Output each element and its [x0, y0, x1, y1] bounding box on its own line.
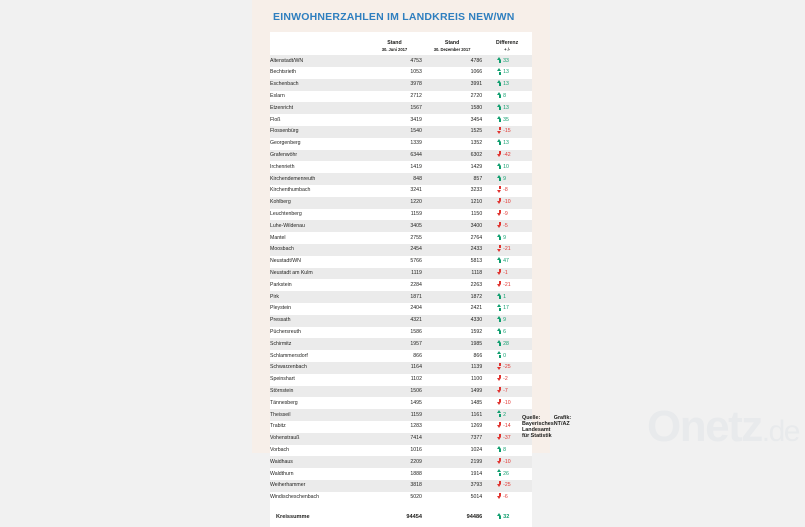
cell-stand-december: 1499	[422, 386, 482, 398]
arrow-down-icon	[496, 245, 503, 252]
cell-stand-december: 1024	[422, 445, 482, 457]
cell-trend-arrow	[482, 362, 503, 374]
cell-municipality: Georgenberg	[270, 138, 367, 150]
cell-stand-june: 1957	[367, 338, 422, 350]
table-row	[270, 91, 532, 103]
table-row	[270, 114, 532, 126]
cell-stand-december: 5813	[422, 256, 482, 268]
cell-trend-arrow	[482, 303, 503, 315]
table-row	[270, 291, 532, 303]
table-row	[270, 197, 532, 209]
cell-difference: -10	[503, 397, 532, 409]
cell-difference: -6	[503, 492, 532, 504]
arrow-up-icon	[496, 304, 503, 311]
cell-municipality: Flossenbürg	[270, 126, 367, 138]
cell-stand-june: 1016	[367, 445, 422, 457]
arrow-up-icon	[496, 115, 503, 122]
cell-difference: -8	[503, 185, 532, 197]
cell-difference: -5	[503, 220, 532, 232]
cell-difference: 9	[503, 315, 532, 327]
table-row	[270, 433, 532, 445]
cell-stand-june: 3405	[367, 220, 422, 232]
arrow-down-icon	[496, 493, 503, 500]
cell-stand-december: 3233	[422, 185, 482, 197]
cell-trend-arrow	[482, 114, 503, 126]
cell-difference: -10	[503, 197, 532, 209]
cell-trend-arrow	[482, 150, 503, 162]
table-head	[270, 32, 532, 56]
cell-stand-june: 2284	[367, 279, 422, 291]
cell-difference: 33	[503, 55, 532, 67]
table-row	[270, 209, 532, 221]
cell-trend-arrow	[482, 220, 503, 232]
cell-stand-june: 7414	[367, 433, 422, 445]
arrow-down-icon	[496, 363, 503, 370]
cell-stand-december: 2433	[422, 244, 482, 256]
table-row	[270, 256, 532, 268]
cell-municipality: Waidhaus	[270, 456, 367, 468]
cell-trend-arrow	[482, 232, 503, 244]
cell-trend-arrow	[482, 291, 503, 303]
table-row	[270, 220, 532, 232]
cell-municipality: Störnstein	[270, 386, 367, 398]
cell-stand-december: 2199	[422, 456, 482, 468]
cell-difference: 0	[503, 350, 532, 362]
cell-stand-june: 2209	[367, 456, 422, 468]
arrow-up-icon	[496, 68, 503, 75]
arrow-up-icon	[496, 80, 503, 87]
arrow-up-icon	[496, 257, 503, 264]
cell-municipality: Trabitz	[270, 421, 367, 433]
cell-stand-december: 5014	[422, 492, 482, 504]
cell-municipality: Bechtsrieth	[270, 67, 367, 79]
arrow-down-icon	[496, 151, 503, 158]
cell-difference: -21	[503, 244, 532, 256]
cell-municipality: Floß	[270, 114, 367, 126]
table-row	[270, 268, 532, 280]
cell-stand-december: 4330	[422, 315, 482, 327]
cell-trend-arrow	[482, 197, 503, 209]
cell-trend-arrow	[482, 338, 503, 350]
cell-trend-arrow	[482, 102, 503, 114]
cell-trend-arrow	[482, 185, 503, 197]
arrow-up-icon	[496, 469, 503, 476]
arrow-up-icon	[496, 292, 503, 299]
arrow-down-icon	[496, 198, 503, 205]
cell-stand-june: 1164	[367, 362, 422, 374]
table-row	[270, 374, 532, 386]
cell-stand-june: 1567	[367, 102, 422, 114]
arrow-up-icon	[496, 162, 503, 169]
cell-difference: -25	[503, 362, 532, 374]
table-row	[270, 327, 532, 339]
arrow-up-icon	[496, 233, 503, 240]
cell-stand-december: 857	[422, 173, 482, 185]
cell-stand-december: 1580	[422, 102, 482, 114]
cell-difference: 13	[503, 138, 532, 150]
cell-municipality: Schlammersdorf	[270, 350, 367, 362]
cell-municipality: Weiherhammer	[270, 480, 367, 492]
cell-stand-december: 1150	[422, 209, 482, 221]
table-row	[270, 79, 532, 91]
cell-difference: -14	[503, 421, 532, 433]
table-row	[270, 55, 532, 67]
cell-stand-june: 1159	[367, 409, 422, 421]
cell-municipality: Eslarn	[270, 91, 367, 103]
arrow-up-icon	[496, 351, 503, 358]
cell-stand-june: 2755	[367, 232, 422, 244]
table-row	[270, 350, 532, 362]
cell-trend-arrow	[482, 256, 503, 268]
cell-trend-arrow	[482, 67, 503, 79]
cell-municipality: Irchenrieth	[270, 161, 367, 173]
arrow-down-icon	[496, 434, 503, 441]
cell-trend-arrow	[482, 315, 503, 327]
cell-stand-june: 1220	[367, 197, 422, 209]
cell-total-arrow	[482, 507, 503, 527]
arrow-down-icon	[496, 375, 503, 382]
cell-municipality: Grafenwöhr	[270, 150, 367, 162]
table-row	[270, 456, 532, 468]
watermark-suffix: .de	[761, 415, 799, 448]
cell-difference: 13	[503, 102, 532, 114]
cell-municipality: Püchersreuth	[270, 327, 367, 339]
table-row	[270, 362, 532, 374]
cell-stand-june: 4753	[367, 55, 422, 67]
arrow-up-icon	[496, 513, 503, 520]
cell-municipality: Mantel	[270, 232, 367, 244]
arrow-up-icon	[496, 316, 503, 323]
cell-difference: 1	[503, 291, 532, 303]
cell-stand-december: 1592	[422, 327, 482, 339]
cell-stand-december: 1872	[422, 291, 482, 303]
cell-stand-december: 1525	[422, 126, 482, 138]
infographic-panel	[252, 0, 572, 521]
table-row	[270, 232, 532, 244]
cell-difference: 35	[503, 114, 532, 126]
cell-stand-june: 1283	[367, 421, 422, 433]
cell-difference: 9	[503, 232, 532, 244]
table-row	[270, 161, 532, 173]
arrow-up-icon	[496, 139, 503, 146]
cell-trend-arrow	[482, 480, 503, 492]
cell-trend-arrow	[482, 492, 503, 504]
table-row	[270, 173, 532, 185]
cell-stand-june: 1102	[367, 374, 422, 386]
cell-stand-december: 7377	[422, 433, 482, 445]
cell-difference: -37	[503, 433, 532, 445]
cell-trend-arrow	[482, 279, 503, 291]
cell-stand-december: 1429	[422, 161, 482, 173]
cell-total-label: Kreissumme	[270, 507, 367, 527]
cell-trend-arrow	[482, 350, 503, 362]
cell-stand-june: 3241	[367, 185, 422, 197]
cell-stand-december: 866	[422, 350, 482, 362]
arrow-up-icon	[496, 103, 503, 110]
table-row	[270, 102, 532, 114]
table-body	[270, 55, 532, 527]
cell-stand-june: 3978	[367, 79, 422, 91]
cell-stand-december: 2421	[422, 303, 482, 315]
table-row	[270, 67, 532, 79]
arrow-down-icon	[496, 386, 503, 393]
cell-municipality: Theisseil	[270, 409, 367, 421]
cell-stand-june: 5766	[367, 256, 422, 268]
page-title: EINWOHNERZAHLEN IM LANDKREIS NEW/WN	[273, 11, 515, 23]
cell-trend-arrow	[482, 327, 503, 339]
cell-stand-december: 1269	[422, 421, 482, 433]
cell-municipality: Pirk	[270, 291, 367, 303]
cell-difference: -15	[503, 126, 532, 138]
cell-difference: -7	[503, 386, 532, 398]
table-row	[270, 185, 532, 197]
cell-trend-arrow	[482, 445, 503, 457]
source-label: Quelle: Bayerisches Landesamt für Statistik	[522, 415, 554, 439]
cell-municipality: Schirmitz	[270, 338, 367, 350]
cell-stand-december: 1100	[422, 374, 482, 386]
cell-municipality: Vohenstrauß	[270, 433, 367, 445]
cell-municipality: Pleystein	[270, 303, 367, 315]
cell-municipality: Pressath	[270, 315, 367, 327]
cell-stand-june: 1888	[367, 468, 422, 480]
cell-difference: 47	[503, 256, 532, 268]
table-row	[270, 397, 532, 409]
cell-municipality: Speinshart	[270, 374, 367, 386]
arrow-down-icon	[496, 221, 503, 228]
cell-municipality: Etzenricht	[270, 102, 367, 114]
table-row	[270, 279, 532, 291]
watermark-main: Onetz	[647, 402, 762, 451]
cell-trend-arrow	[482, 374, 503, 386]
cell-stand-december: 1210	[422, 197, 482, 209]
cell-stand-june: 2712	[367, 91, 422, 103]
cell-difference: 13	[503, 67, 532, 79]
table-row	[270, 150, 532, 162]
cell-trend-arrow	[482, 468, 503, 480]
cell-difference: -10	[503, 456, 532, 468]
cell-stand-december: 2720	[422, 91, 482, 103]
cell-trend-arrow	[482, 173, 503, 185]
cell-stand-december: 3400	[422, 220, 482, 232]
arrow-down-icon	[496, 269, 503, 276]
cell-municipality: Schwarzenbach	[270, 362, 367, 374]
cell-stand-june: 1053	[367, 67, 422, 79]
cell-trend-arrow	[482, 126, 503, 138]
cell-trend-arrow	[482, 386, 503, 398]
arrow-down-icon	[496, 457, 503, 464]
cell-municipality: Parkstein	[270, 279, 367, 291]
arrow-up-icon	[496, 339, 503, 346]
table-row	[270, 409, 532, 421]
table-row	[270, 386, 532, 398]
credit-label: Grafik: NT/AZ	[553, 415, 572, 427]
arrow-down-icon	[496, 127, 503, 134]
cell-stand-december: 6302	[422, 150, 482, 162]
arrow-down-icon	[496, 422, 503, 429]
cell-stand-june: 2404	[367, 303, 422, 315]
cell-stand-june: 3419	[367, 114, 422, 126]
arrow-down-icon	[496, 186, 503, 193]
cell-municipality: Neustadt/WN	[270, 256, 367, 268]
cell-total-difference: 32	[503, 507, 532, 527]
cell-stand-june: 1506	[367, 386, 422, 398]
arrow-down-icon	[496, 280, 503, 287]
cell-difference: -42	[503, 150, 532, 162]
cell-trend-arrow	[482, 161, 503, 173]
table-row	[270, 480, 532, 492]
cell-stand-december: 1985	[422, 338, 482, 350]
arrow-down-icon	[496, 210, 503, 217]
cell-trend-arrow	[482, 397, 503, 409]
cell-stand-june: 1119	[367, 268, 422, 280]
cell-stand-june: 1419	[367, 161, 422, 173]
cell-stand-december: 3454	[422, 114, 482, 126]
cell-stand-december: 1352	[422, 138, 482, 150]
table-row	[270, 244, 532, 256]
cell-stand-december: 2263	[422, 279, 482, 291]
cell-total-december: 94486	[422, 507, 482, 527]
cell-stand-december: 2764	[422, 232, 482, 244]
arrow-down-icon	[496, 481, 503, 488]
cell-difference: 8	[503, 91, 532, 103]
cell-stand-december: 1485	[422, 397, 482, 409]
cell-stand-june: 4321	[367, 315, 422, 327]
cell-difference: 13	[503, 79, 532, 91]
cell-difference: 8	[503, 445, 532, 457]
cell-stand-december: 1118	[422, 268, 482, 280]
cell-difference: -21	[503, 279, 532, 291]
arrow-up-icon	[496, 174, 503, 181]
arrow-up-icon	[496, 445, 503, 452]
cell-stand-december: 1161	[422, 409, 482, 421]
cell-stand-june: 3818	[367, 480, 422, 492]
cell-stand-june: 6344	[367, 150, 422, 162]
cell-difference: -1	[503, 268, 532, 280]
table-row	[270, 445, 532, 457]
cell-total-june: 94454	[367, 507, 422, 527]
cell-municipality: Leuchtenberg	[270, 209, 367, 221]
column-header-difference: Differenz + /-	[496, 39, 519, 52]
cell-trend-arrow	[482, 79, 503, 91]
cell-stand-june: 1871	[367, 291, 422, 303]
table-row	[270, 338, 532, 350]
table-row	[270, 468, 532, 480]
cell-stand-december: 1914	[422, 468, 482, 480]
chart-footer	[522, 415, 572, 439]
table-row	[270, 126, 532, 138]
arrow-up-icon	[496, 56, 503, 63]
cell-stand-june: 866	[367, 350, 422, 362]
cell-municipality: Kirchenthumbach	[270, 185, 367, 197]
table-row	[270, 315, 532, 327]
cell-stand-june: 2454	[367, 244, 422, 256]
cell-stand-june: 1159	[367, 209, 422, 221]
cell-difference: 17	[503, 303, 532, 315]
cell-trend-arrow	[482, 421, 503, 433]
cell-stand-december: 1066	[422, 67, 482, 79]
cell-municipality: Neustadt am Kulm	[270, 268, 367, 280]
cell-difference: -2	[503, 374, 532, 386]
arrow-up-icon	[496, 92, 503, 99]
table-row	[270, 421, 532, 433]
column-header-stand-june: Stand 30. Juni 2017	[381, 39, 408, 52]
cell-stand-december: 3991	[422, 79, 482, 91]
cell-municipality: Eschenbach	[270, 79, 367, 91]
cell-trend-arrow	[482, 409, 503, 421]
onetz-watermark	[647, 402, 799, 451]
cell-trend-arrow	[482, 244, 503, 256]
cell-municipality: Waldthurn	[270, 468, 367, 480]
cell-trend-arrow	[482, 55, 503, 67]
column-header-stand-december: Stand 30. Dezember 2017	[433, 39, 471, 52]
table-row	[270, 303, 532, 315]
cell-stand-june: 1339	[367, 138, 422, 150]
cell-trend-arrow	[482, 268, 503, 280]
table-total-row	[270, 507, 532, 527]
cell-difference: 28	[503, 338, 532, 350]
cell-difference: -9	[503, 209, 532, 221]
table-row	[270, 138, 532, 150]
arrow-up-icon	[496, 410, 503, 417]
cell-municipality: Windischeschenbach	[270, 492, 367, 504]
cell-stand-december: 1139	[422, 362, 482, 374]
arrow-down-icon	[496, 398, 503, 405]
cell-municipality: Kirchendemenreuth	[270, 173, 367, 185]
cell-municipality: Tännesberg	[270, 397, 367, 409]
cell-stand-june: 1586	[367, 327, 422, 339]
cell-difference: 26	[503, 468, 532, 480]
cell-municipality: Kohlberg	[270, 197, 367, 209]
cell-trend-arrow	[482, 209, 503, 221]
cell-municipality: Luhe-Wildenau	[270, 220, 367, 232]
cell-municipality: Vorbach	[270, 445, 367, 457]
cell-municipality: Moosbach	[270, 244, 367, 256]
cell-stand-december: 4786	[422, 55, 482, 67]
cell-stand-june: 1540	[367, 126, 422, 138]
cell-trend-arrow	[482, 433, 503, 445]
cell-stand-december: 3793	[422, 480, 482, 492]
cell-stand-june: 1495	[367, 397, 422, 409]
cell-stand-june: 848	[367, 173, 422, 185]
table-row	[270, 492, 532, 504]
cell-difference: 10	[503, 161, 532, 173]
cell-stand-june: 5020	[367, 492, 422, 504]
cell-trend-arrow	[482, 138, 503, 150]
cell-trend-arrow	[482, 91, 503, 103]
cell-difference: 6	[503, 327, 532, 339]
cell-difference: -25	[503, 480, 532, 492]
column-header-municipality	[270, 32, 367, 56]
cell-difference: 9	[503, 173, 532, 185]
arrow-up-icon	[496, 328, 503, 335]
cell-difference: 2	[503, 409, 532, 421]
cell-municipality: Altenstadt/WN	[270, 55, 367, 67]
cell-trend-arrow	[482, 456, 503, 468]
